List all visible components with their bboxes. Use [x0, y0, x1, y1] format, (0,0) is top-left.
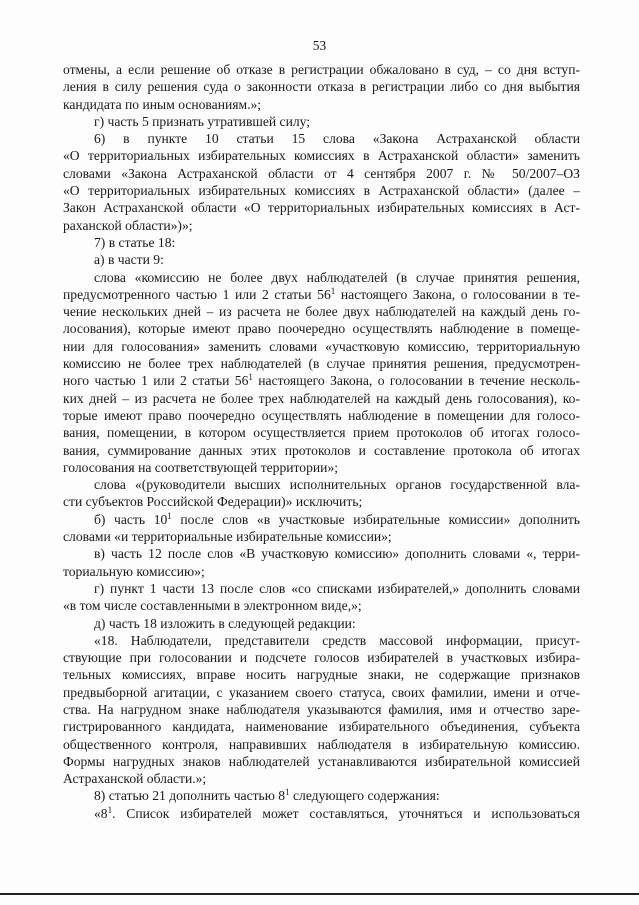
- text-line: «в том числе составленными в электронном виде,»;: [63, 598, 362, 614]
- text-line: «О территориальных избирательных комиссиях в Астраханской области» заменить: [63, 148, 580, 164]
- text-line: ториальную комиссию»;: [63, 563, 205, 579]
- text-line: словами «и территориальные избирательные комиссии»;: [63, 529, 392, 545]
- text-line: 8) статью 21 дополнить частью $8^1$ следующего содержания:: [94, 787, 440, 804]
- text-line: д) часть 18 изложить в следующей редакции:: [94, 615, 356, 631]
- text-line: вания, помещении, в котором осуществляется прием протоколов об итогах голосо-: [63, 425, 580, 441]
- text-line: Формы нагрудных знаков наблюдателей устанавливаются избирательной комиссией: [63, 753, 580, 769]
- text-line: ствующие при голосовании и подсчете голосов избирателей в участковых избира-: [63, 650, 580, 666]
- page-number: 53: [312, 38, 327, 53]
- text-line: сти субъектов Российской Федерации)» исключить;: [63, 494, 363, 510]
- text-line: б) часть $10^1$ после слов «в участковые избирательные комиссии» дополнить: [94, 510, 580, 527]
- text-line: чение нескольких дней – из расчета не более двух наблюдателей на каждый день го-: [63, 304, 580, 320]
- text-line: в) часть 12 после слов «В участковую комиссию» дополнить словами «, терри-: [94, 546, 580, 562]
- text-line: слова «(руководители высших исполнительных органов государственной вла-: [94, 477, 580, 493]
- text-line: общественного контроля, направивших наблюдателя в избирательную комиссию.: [63, 736, 580, 752]
- text-line: комиссию не более трех наблюдателей (в случае принятия решения, предусмотрен-: [63, 356, 580, 372]
- text-line: вания, суммирование данных этих протоколов и составление протокола об итогах: [63, 442, 580, 458]
- text-line: ного частью 1 или 2 статьи $56^1$ настоящего Закона, о голосовании в течение несколь-: [63, 372, 580, 389]
- text-line: предусмотренного частью 1 или 2 статьи $56^1$ настоящего Закона, о голосовании в те-: [63, 285, 580, 302]
- text-line: г) пункт 1 части 13 после слов «со списками избирателей,» дополнить словами: [94, 580, 580, 596]
- text-line: Астраханской области.»;: [63, 771, 207, 787]
- text-line: 6) в пункте 10 статьи 15 слова «Закона Астраханской области: [94, 131, 580, 147]
- text-line: отмены, а если решение об отказе в регистрации обжаловано в суд, – со дня вступ-: [63, 62, 580, 77]
- text-line: ства. На нагрудном знаке наблюдателя указываются фамилия, имя и отчество заре-: [63, 701, 580, 717]
- text-line: «О территориальных избирательных комиссиях в Астраханской области» (далее –: [63, 183, 580, 199]
- text-line: нии для голосования» заменить словами «участковую комиссию, территориальную: [63, 338, 580, 354]
- text-line: г) часть 5 признать утратившей силу;: [94, 113, 311, 129]
- text-line: «18. Наблюдатели, представители средств массовой информации, присут-: [94, 632, 580, 648]
- text-line: Закон Астраханской области «О территориальных избирательных комиссиях в Аст-: [63, 200, 580, 216]
- text-line: ких дней – из расчета не более трех наблюдателей на каждый день голосования), ко-: [63, 390, 580, 406]
- text-line: тельных комиссиях, вправе носить нагрудные знаки, не содержащие признаков: [63, 667, 580, 683]
- text-line: а) в части 9:: [94, 252, 164, 268]
- text-line: голосования на соответствующей территории»;: [63, 459, 339, 475]
- text-line: ления в силу решения суда о законности отказа в регистрации либо со дня выбытия: [63, 79, 580, 95]
- text-line: лосования), которые имеют право поочередно осуществлять наблюдение в помеще-: [63, 321, 580, 337]
- text-line: кандидата по иным основаниям.»;: [63, 96, 262, 112]
- text-line: раханской области»)»;: [63, 217, 193, 233]
- bottom-rule: [0, 893, 639, 895]
- text-line: словами «Закона Астраханской области от 4 сентября 2007 г. № 50/2007–ОЗ: [63, 165, 580, 181]
- text-line: торые имеют право поочередно осуществлять наблюдение в помещении для голосо-: [63, 407, 580, 423]
- text-line: слова «комиссию не более двух наблюдателей (в случае принятия решения,: [94, 269, 580, 285]
- text-line: гистрированного кандидата, наименование избирательного объединения, субъекта: [63, 719, 580, 735]
- text-line: предвыборной агитации, с указанием своего статуса, своих фамилии, имени и отче-: [63, 684, 580, 700]
- text-line: 7) в статье 18:: [94, 234, 176, 250]
- text-line: «$8^1$. Список избирателей может составляться, уточняться и использоваться: [94, 804, 580, 821]
- document-body: [63, 61, 580, 822]
